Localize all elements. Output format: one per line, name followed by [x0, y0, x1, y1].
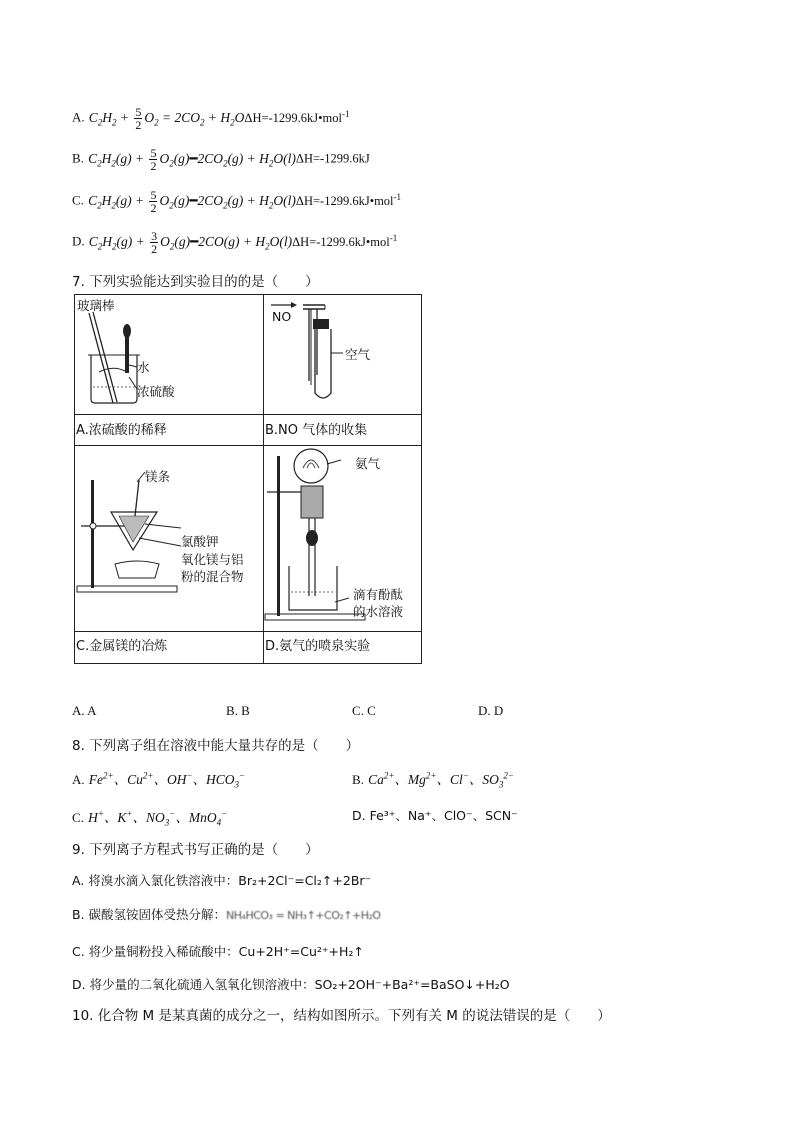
option-text: B. 碳酸氢铵固体受热分解：: [72, 907, 227, 922]
option-letter: C.: [72, 192, 84, 208]
option-letter: A.: [72, 772, 85, 787]
q9-option-a: A. 将溴水滴入氯化铁溶液中：Br₂+2Cl⁻=Cl₂↑+2Br⁻: [72, 873, 372, 888]
caption-b: B.NO 气体的收集: [265, 423, 368, 438]
q7-option-b: B. B: [226, 703, 250, 718]
question-7-stem: 7. 下列实验能达到实验目的的是（ ）: [72, 274, 319, 290]
q8-option-a: [72, 768, 245, 790]
equation: $C_2H_2(g)$ + $\frac{3}{2}$ $O_2(g)━2CO(g) + H_2O(l)$: [88, 229, 293, 256]
ion-set: $Ca^{2+}$、$Mg^{2+}$、Cl−、$SO_3^{2-}$: [368, 770, 514, 790]
no-label: NO: [272, 309, 292, 324]
q9-option-d: D. 将少量的二氧化硫通入氢氧化钡溶液中：SO₂+2OH⁻+Ba²⁺=BaSO↓+H₂O: [72, 977, 510, 992]
enthalpy: ΔH=-1299.6kJ•mol$^{-1}$: [295, 191, 402, 208]
nh3-label: 氨气: [355, 456, 381, 471]
equation: $C_2H_2$ + $\frac{5}{2}$ $O_2 = 2CO_2 + H_2O$: [88, 105, 245, 132]
q6-option-d: [72, 230, 397, 255]
experiment-grid: [74, 294, 422, 664]
q8-option-b: [352, 768, 514, 790]
ion-set: $Fe^{2+}$、$Cu^{2+}$、OH−、$HCO_3^-$: [88, 770, 246, 790]
q8-option-c: [72, 806, 227, 828]
kclo3-label: 氯酸钾: [181, 534, 219, 549]
mg-strip-label: 镁条: [145, 469, 171, 484]
caption-a: A.浓硫酸的稀释: [76, 423, 167, 438]
option-letter: A.: [72, 109, 85, 125]
caption-c: C.金属镁的冶炼: [76, 639, 168, 654]
acid-label: 浓硫酸: [137, 384, 175, 399]
q9-option-b: [72, 905, 381, 923]
q7-option-c: C. C: [352, 703, 376, 718]
equation: $C_2H_2(g)$ + $\frac{5}{2}$ $O_2(g)━2CO_2(g) + H_2O(l)$: [88, 146, 296, 173]
enthalpy: ΔH=-1299.6kJ•mol$^{-1}$: [244, 108, 350, 125]
q6-option-a: [72, 106, 350, 131]
mixture-label-1: 氧化镁与铝: [181, 552, 244, 567]
question-9-stem: 9. 下列离子方程式书写正确的是（ ）: [72, 842, 319, 858]
solution-label-2: 的水溶液: [353, 604, 404, 619]
q7-option-a: A. A: [72, 703, 97, 718]
q6-option-c: [72, 189, 401, 214]
solution-label-1: 滴有酚酞: [353, 587, 404, 602]
q8-option-d: D. Fe³⁺、Na⁺、ClO⁻、SCN⁻: [352, 808, 518, 823]
equation: $C_2H_2(g)$ + $\frac{5}{2}$ $O_2(g)━2CO_2(g) + H_2O(l)$: [88, 188, 296, 215]
q6-option-b: [72, 147, 370, 172]
option-letter: B.: [72, 150, 84, 166]
ion-set: H+、K+、$NO_3^-$、MnO$_4$−: [88, 808, 228, 828]
water-label: 水: [137, 360, 150, 375]
enthalpy: ΔH=-1299.6kJ: [295, 151, 370, 166]
q9-option-c: C. 将少量铜粉投入稀硫酸中：Cu+2H⁺=Cu²⁺+H₂↑: [72, 944, 364, 959]
q7-option-d: D. D: [478, 703, 504, 718]
enthalpy: ΔH=-1299.6kJ•mol$^{-1}$: [292, 232, 398, 249]
option-letter: B.: [352, 772, 364, 787]
option-letter: D.: [72, 233, 85, 249]
glass-rod-label: 玻璃棒: [77, 298, 115, 313]
caption-d: D.氨气的喷泉实验: [265, 639, 371, 654]
question-10-stem: 10. 化合物 M 是某真菌的成分之一，结构如图所示。下列有关 M 的说法错误的是（ ）: [72, 1008, 611, 1024]
air-label: 空气: [345, 347, 371, 362]
question-8-stem: 8. 下列离子组在溶液中能大量共存的是（ ）: [72, 738, 360, 754]
mixture-label-2: 粉的混合物: [181, 569, 244, 584]
option-letter: C.: [72, 810, 84, 825]
blurred-equation-image: NH₄HCO₃ = NH₃↑+CO₂↑+H₂O: [226, 909, 381, 922]
